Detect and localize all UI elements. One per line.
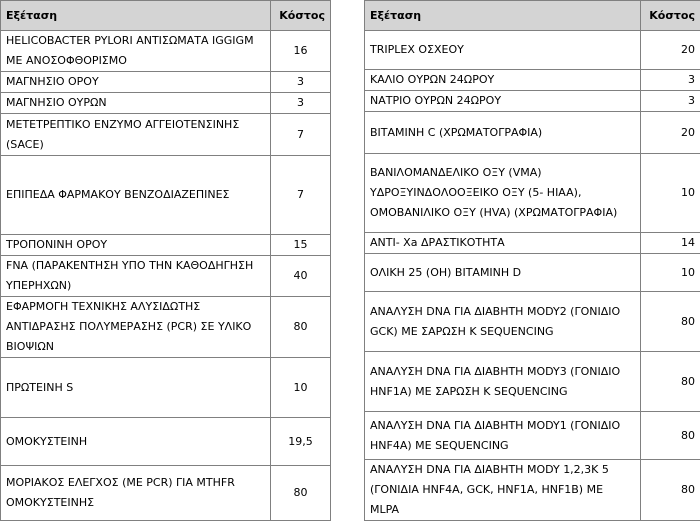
table-row xyxy=(365,31,700,70)
exam-name: TRIPLEX ΟΣΧΕΟΥ xyxy=(365,31,641,70)
exam-column-header: Εξέταση xyxy=(1,1,271,31)
exam-name: ΝΑΤΡΙΟ ΟΥΡΩΝ 24ΩΡΟΥ xyxy=(365,91,641,112)
exam-name: ΠΡΩΤΕΙΝΗ S xyxy=(1,358,271,418)
left-price-table xyxy=(0,0,331,521)
exam-name: ΟΜΟΚΥΣΤΕΙΝΗ xyxy=(1,418,271,466)
right-price-table xyxy=(364,0,700,521)
exam-name: ΑΝΑΛΥΣΗ DNA ΓΙΑ ΔΙΑΒΗΤΗ MODY3 (ΓΟΝΙΔΙΟ HNF1A) ΜΕ ΣΑΡΩΣΗ Κ SEQUENCING xyxy=(365,352,641,412)
table-row xyxy=(1,156,331,235)
table-row xyxy=(365,254,700,292)
table-row xyxy=(1,256,331,297)
exam-name: ΜΟΡΙΑΚΟΣ ΕΛΕΓΧΟΣ (ΜΕ PCR) ΓΙΑ MTHFR ΟΜΟΚΥΣΤΕΙΝΗΣ xyxy=(1,466,271,521)
table-row xyxy=(1,93,331,114)
header-row xyxy=(365,1,700,31)
exam-name: ΒΙΤΑΜΙΝΗ C (ΧΡΩΜΑΤΟΓΡΑΦΙΑ) xyxy=(365,112,641,154)
exam-cost: 80 xyxy=(641,352,700,412)
table-row xyxy=(1,31,331,72)
exam-cost: 14 xyxy=(641,233,700,254)
exam-cost: 3 xyxy=(641,70,700,91)
exam-cost: 80 xyxy=(271,466,331,521)
exam-cost: 80 xyxy=(271,297,331,358)
exam-cost: 80 xyxy=(641,460,700,521)
table-row xyxy=(1,418,331,466)
exam-name: ΤΡΟΠΟΝΙΝΗ ΟΡΟΥ xyxy=(1,235,271,256)
exam-name: ΟΛΙΚΗ 25 (ΟΗ) ΒΙΤΑΜΙΝΗ D xyxy=(365,254,641,292)
table-row xyxy=(365,292,700,352)
exam-name: ΜΑΓΝΗΣΙΟ ΟΥΡΩΝ xyxy=(1,93,271,114)
exam-column-header: Εξέταση xyxy=(365,1,641,31)
table-row xyxy=(1,114,331,156)
exam-name: FNA (ΠΑΡΑΚΕΝΤΗΣΗ ΥΠΟ ΤΗΝ ΚΑΘΟΔΗΓΗΣΗ ΥΠΕΡΗΧΩΝ) xyxy=(1,256,271,297)
exam-cost: 10 xyxy=(641,154,700,233)
exam-cost: 3 xyxy=(641,91,700,112)
table-row xyxy=(1,297,331,358)
exam-cost: 20 xyxy=(641,112,700,154)
exam-cost: 20 xyxy=(641,31,700,70)
exam-name: ΑΝΑΛΥΣΗ DNA ΓΙΑ ΔΙΑΒΗΤΗ MODY1 (ΓΟΝΙΔΙΟ HNF4A) ΜΕ SEQUENCING xyxy=(365,412,641,460)
table-row xyxy=(365,91,700,112)
exam-cost: 16 xyxy=(271,31,331,72)
table-row xyxy=(365,154,700,233)
exam-name: ΜΑΓΝΗΣΙΟ ΟΡΟΥ xyxy=(1,72,271,93)
exam-cost: 7 xyxy=(271,156,331,235)
exam-name: ΑΝΑΛΥΣΗ DNA ΓΙΑ ΔΙΑΒΗΤΗ MODY2 (ΓΟΝΙΔΙΟ GCK) ΜΕ ΣΑΡΩΣΗ Κ SEQUENCING xyxy=(365,292,641,352)
table-row xyxy=(365,412,700,460)
exam-cost: 3 xyxy=(271,72,331,93)
header-row xyxy=(1,1,331,31)
exam-name: ΕΠΙΠΕΔΑ ΦΑΡΜΑΚΟΥ ΒΕΝΖΟΔΙΑΖΕΠΙΝΕΣ xyxy=(1,156,271,235)
exam-name: ΚΑΛΙΟ ΟΥΡΩΝ 24ΩΡΟΥ xyxy=(365,70,641,91)
exam-cost: 80 xyxy=(641,292,700,352)
exam-cost: 10 xyxy=(271,358,331,418)
exam-name: ΑΝΑΛΥΣΗ DNA ΓΙΑ ΔΙΑΒΗΤΗ MODY 1,2,3Κ 5 (ΓΟΝΙΔΙΑ HNF4A, GCK, HNF1A, HNF1B) ΜΕ MLPA xyxy=(365,460,641,521)
exam-name: ΑΝΤΙ- Χa ΔΡΑΣΤΙΚΟΤΗΤΑ xyxy=(365,233,641,254)
exam-cost: 80 xyxy=(641,412,700,460)
exam-cost: 19,5 xyxy=(271,418,331,466)
table-row xyxy=(365,460,700,521)
exam-cost: 3 xyxy=(271,93,331,114)
table-row xyxy=(365,70,700,91)
table-row xyxy=(365,233,700,254)
exam-name: ΜΕΤΕΤΡΕΠΤΙΚΟ ΕΝΖΥΜΟ ΑΓΓΕΙΟΤΕΝΣΙΝΗΣ (SACE) xyxy=(1,114,271,156)
cost-column-header: Κόστος xyxy=(641,1,700,31)
cost-column-header: Κόστος xyxy=(271,1,331,31)
table-row xyxy=(365,352,700,412)
table-row xyxy=(1,72,331,93)
exam-cost: 7 xyxy=(271,114,331,156)
table-row xyxy=(1,235,331,256)
exam-name: ΕΦΑΡΜΟΓΗ ΤΕΧΝΙΚΗΣ ΑΛΥΣΙΔΩΤΗΣ ΑΝΤΙΔΡΑΣΗΣ ΠΟΛΥΜΕΡΑΣΗΣ (PCR) ΣΕ ΥΛΙΚΟ ΒΙΟΨΙΩΝ xyxy=(1,297,271,358)
exam-cost: 40 xyxy=(271,256,331,297)
exam-cost: 15 xyxy=(271,235,331,256)
table-row xyxy=(1,358,331,418)
table-row xyxy=(1,466,331,521)
exam-cost: 10 xyxy=(641,254,700,292)
exam-name: ΒΑΝΙΛΟΜΑΝΔΕΛΙΚΟ ΟΞΥ (VMA) ΥΔΡΟΞΥΙΝΔΟΛΟΟΞΕΙΚΟ ΟΞΥ (5- HIAA), ΟΜΟΒΑΝΙΛΙΚΟ ΟΞΥ (HVA) (ΧΡΩΜΑΤΟΓΡΑΦΙΑ) xyxy=(365,154,641,233)
exam-name: HELICOBACTER PYLORI ΑΝΤΙΣΩΜΑΤΑ IGGIGM ΜΕ ΑΝΟΣΟΦΘΟΡΙΣΜΟ xyxy=(1,31,271,72)
table-row xyxy=(365,112,700,154)
